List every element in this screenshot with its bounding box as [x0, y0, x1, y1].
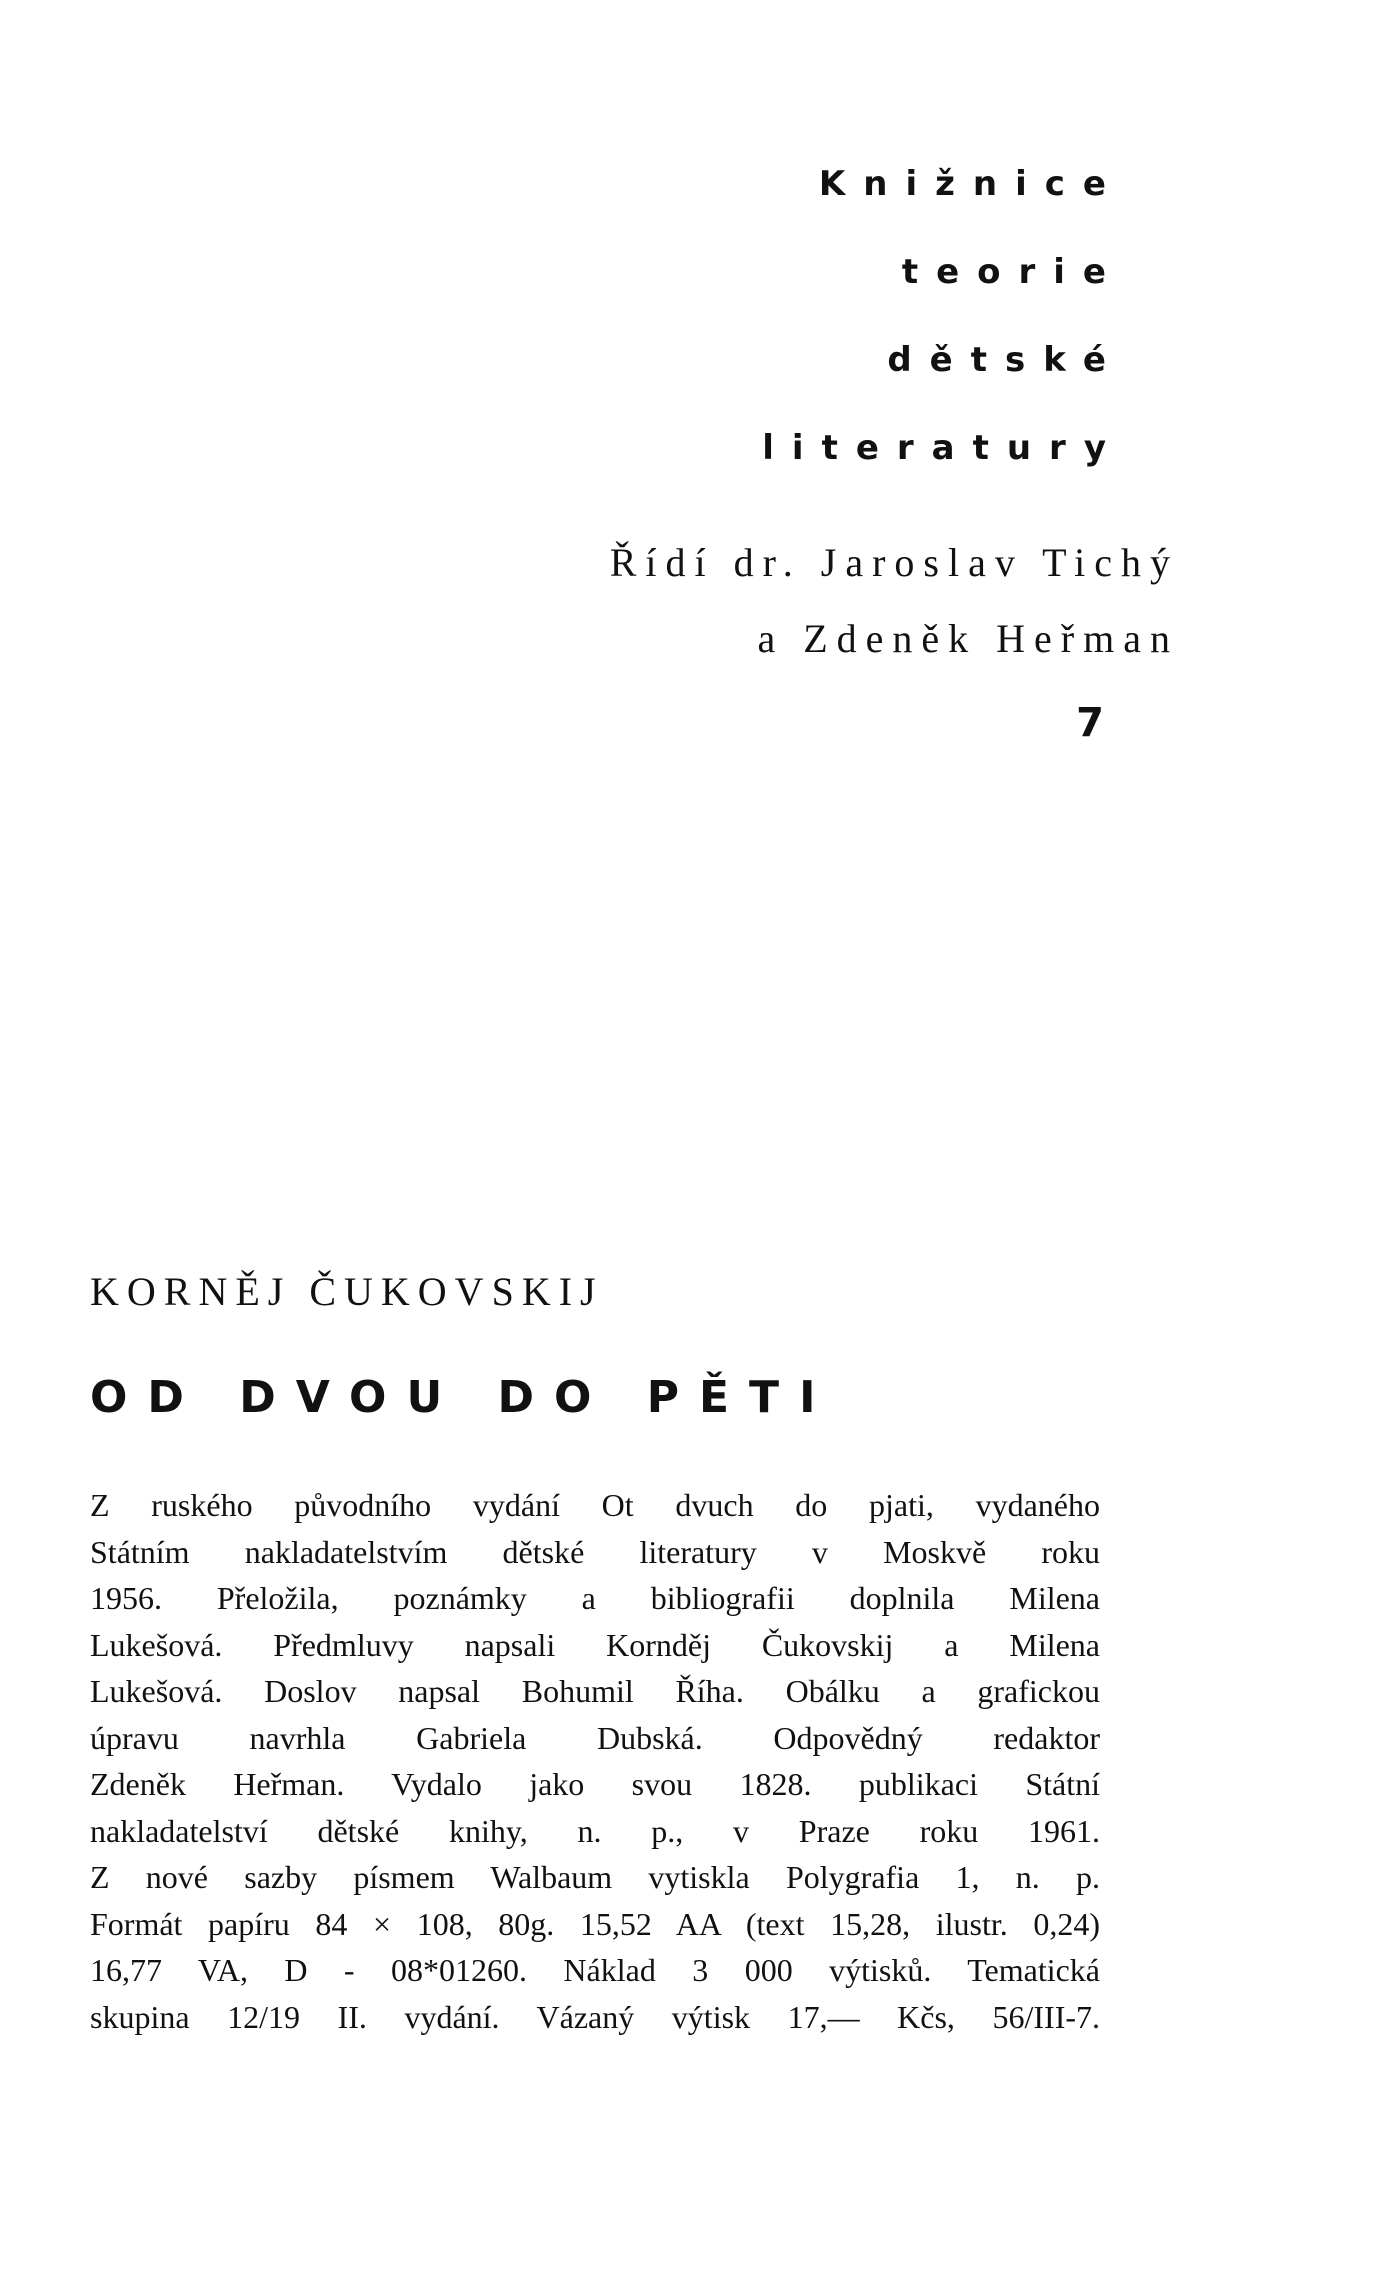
series-title — [762, 140, 1124, 492]
series-line-4: literatury — [762, 428, 1124, 468]
series-line-3: dětské — [887, 340, 1124, 380]
series-line-2: teorie — [901, 252, 1124, 292]
imprint-line: Z ruského původního vydání Ot dvuch do pjati, vydaného — [90, 1487, 1100, 1523]
imprint-line: skupina 12/19 II. vydání. Vázaný výtisk 17,— Kčs, 56/III-7. — [90, 1998, 1100, 2035]
imprint-line: nakladatelství dětské knihy, n. p., v Praze roku 1961. — [90, 1812, 1100, 1849]
imprint-line: Formát papíru 84 × 108, 80g. 15,52 AA (text 15,28, ilustr. 0,24) — [90, 1905, 1100, 1942]
series-line-1: Knižnice — [818, 164, 1124, 204]
editors-line-2: a Zdeněk Heřman — [757, 616, 1179, 661]
imprint-line: Státním nakladatelstvím dětské literatury v Moskvě roku — [90, 1533, 1100, 1570]
book-author: KORNĚJ ČUKOVSKIJ — [90, 1269, 604, 1314]
volume-number: 7 — [1076, 700, 1104, 746]
imprint-line: 16,77 VA, D - 08*01260. Náklad 3 000 výtisků. Tematická — [90, 1952, 1100, 1988]
imprint-line: Zdeněk Heřman. Vydalo jako svou 1828. publikaci Státní — [90, 1766, 1100, 1802]
editors-line-1: Řídí dr. Jaroslav Tichý — [609, 540, 1179, 585]
imprint-line: Lukešová. Doslov napsal Bohumil Říha. Obálku a grafickou — [90, 1673, 1100, 1709]
imprint-line: Z nové sazby písmem Walbaum vytiskla Polygrafia 1, n. p. — [90, 1859, 1100, 1895]
book-title: OD DVOU DO PĚTI — [90, 1372, 836, 1423]
imprint-line: Lukešová. Předmluvy napsali Kornděj Čukovskij a Milena — [90, 1626, 1100, 1663]
series-editors — [609, 525, 1179, 677]
imprint-line: úpravu navrhla Gabriela Dubská. Odpovědný redaktor — [90, 1719, 1100, 1756]
imprint-block — [90, 1482, 1100, 2040]
imprint-line: 1956. Přeložila, poznámky a bibliografii doplnila Milena — [90, 1580, 1100, 1616]
